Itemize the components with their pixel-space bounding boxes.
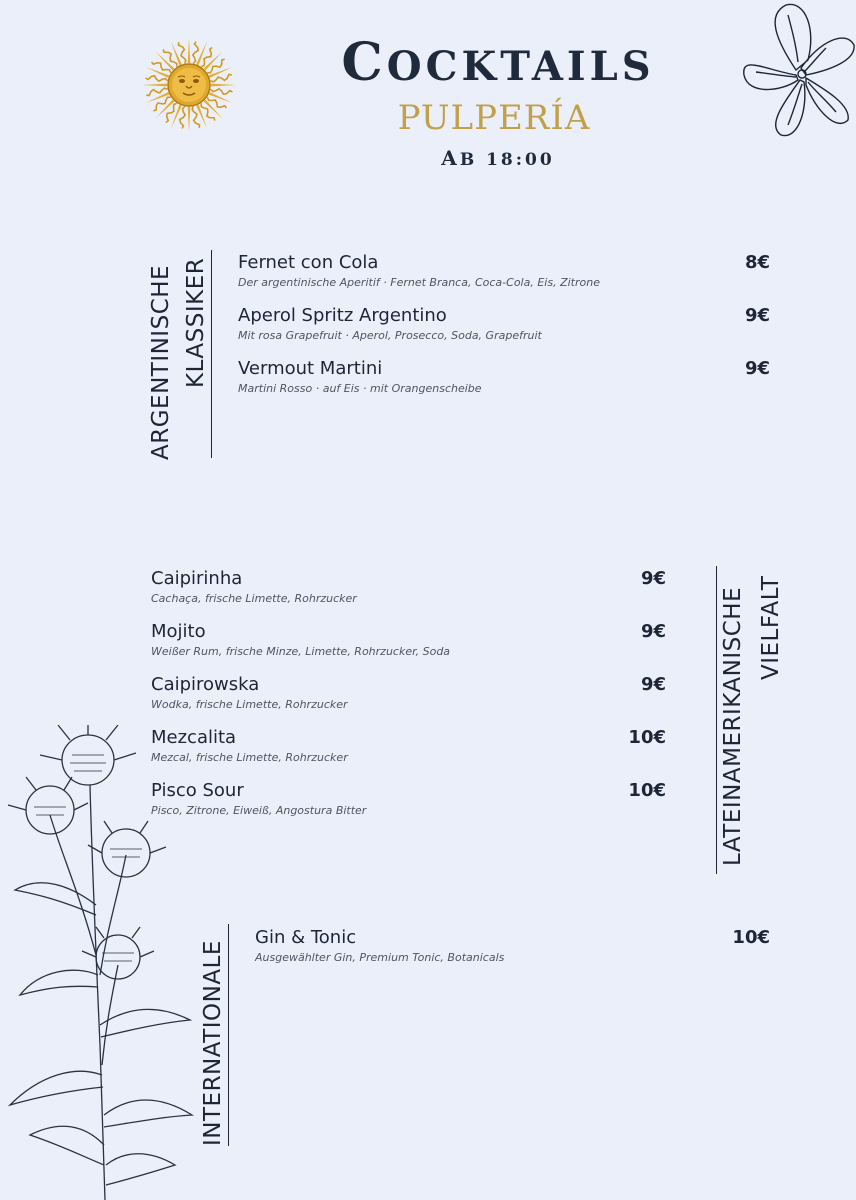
section-label-argentinische (146, 250, 176, 460)
item-description: Cachaça, frische Limette, Rohrzucker (151, 592, 357, 605)
menu-item (151, 674, 666, 711)
menu-item (238, 305, 770, 342)
item-name: Mojito (151, 621, 206, 642)
item-name: Vermout Martini (238, 358, 383, 379)
item-name: Fernet con Cola (238, 252, 379, 273)
menu-item (255, 927, 770, 964)
item-description: Mit rosa Grapefruit · Aperol, Prosecco, Soda, Grapefruit (238, 329, 542, 342)
item-price: 9€ (640, 621, 666, 642)
menu-item (151, 780, 666, 817)
item-description: Martini Rosso · auf Eis · mit Orangenscheibe (238, 382, 482, 395)
item-price: 9€ (640, 568, 666, 589)
section-label-line: ARGENTINISCHE (148, 264, 174, 460)
item-price: 10€ (628, 727, 666, 748)
item-price: 9€ (640, 674, 666, 695)
item-description: Mezcal, frische Limette, Rohrzucker (151, 751, 348, 764)
section-label-internationale (198, 916, 228, 1146)
item-price: 9€ (744, 305, 770, 326)
opening-time: AB 18:00 (441, 146, 555, 170)
item-description: Pisco, Zitrone, Eiweiß, Angostura Bitter (151, 804, 367, 817)
item-name: Caipirowska (151, 674, 260, 695)
item-description: Der argentinische Aperitif · Fernet Branca, Coca-Cola, Eis, Zitrone (238, 276, 600, 289)
menu-item (151, 727, 666, 764)
item-name: Pisco Sour (151, 780, 244, 801)
section-label-line: LATEINAMERIKANISCHE (720, 586, 746, 866)
section-label-line: INTERNATIONALE (200, 940, 226, 1146)
section-divider (716, 566, 717, 874)
item-description: Ausgewählter Gin, Premium Tonic, Botanicals (255, 951, 505, 964)
item-name: Caipirinha (151, 568, 243, 589)
item-price: 8€ (744, 252, 770, 273)
page-title: COCKTAILS (341, 32, 655, 93)
item-name: Mezcalita (151, 727, 237, 748)
section-divider (211, 250, 212, 458)
menu-item (238, 358, 770, 395)
section-label-klassiker (181, 248, 211, 388)
section-label-lateinamerikanische (718, 566, 748, 866)
thistle-illustration (0, 725, 200, 1200)
item-price: 10€ (628, 780, 666, 801)
item-name: Aperol Spritz Argentino (238, 305, 447, 326)
item-description: Wodka, frische Limette, Rohrzucker (151, 698, 348, 711)
section-label-line: VIELFALT (758, 575, 784, 680)
item-description: Weißer Rum, frische Minze, Limette, Rohrzucker, Soda (151, 645, 451, 658)
item-price: 9€ (744, 358, 770, 379)
section-divider (228, 924, 229, 1146)
item-name: Gin & Tonic (255, 927, 357, 948)
menu-item (238, 252, 770, 289)
section-label-line: KLASSIKER (183, 257, 209, 388)
item-price: 10€ (732, 927, 770, 948)
section-label-vielfalt (756, 560, 786, 680)
menu-item (151, 568, 666, 605)
menu-item (151, 621, 666, 658)
restaurant-name: PULPERÍA (397, 98, 591, 138)
